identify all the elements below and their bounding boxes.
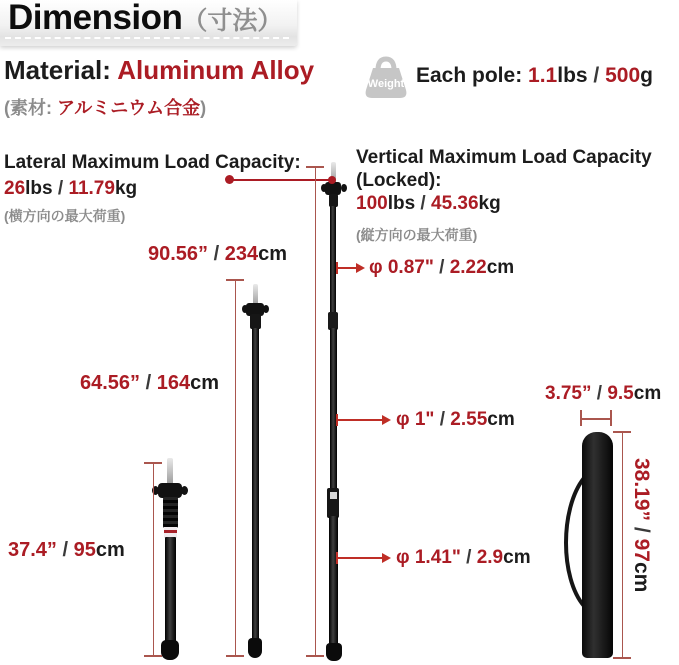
diameter-bottom-arrowhead-icon — [382, 553, 391, 563]
tall-pole-foot — [326, 643, 342, 661]
bag-body — [582, 432, 613, 658]
diameter-middle-arrow-line — [338, 419, 384, 421]
material-line — [4, 55, 314, 86]
weight-lbs-unit: lbs — [557, 64, 588, 87]
vertical-load-block — [356, 146, 652, 247]
material-jp-value: アルミニウム合金 — [57, 98, 201, 118]
value-inches: 38.19” — [630, 458, 653, 522]
lateral-load-title: Lateral Maximum Load Capacity: — [4, 152, 301, 173]
value-inches: 64.56” — [80, 372, 141, 394]
collapsed-pole-dim-cap-bottom — [144, 655, 162, 657]
unit-cm: cm — [486, 257, 515, 278]
bag-height-label — [629, 458, 653, 592]
mid-pole-knob-right — [263, 305, 269, 313]
page-title-jp: （寸法） — [182, 7, 283, 35]
vertical-load-title-line1: Vertical Maximum Load Capacity — [356, 147, 652, 168]
value-inches: φ 1.41" — [396, 547, 461, 568]
mid-pole-dim-cap-top — [226, 279, 244, 281]
diameter-top-label — [369, 257, 514, 279]
material-line-jp — [4, 94, 206, 120]
collapsed-pole-shaft — [165, 537, 176, 643]
material-jp-close: ) — [200, 98, 207, 118]
value-inches: φ 0.87" — [369, 257, 434, 278]
value-inches: 90.56” — [148, 243, 209, 265]
tall-pole-bottom-section — [329, 516, 338, 646]
separator: / — [140, 372, 157, 394]
separator: / — [208, 243, 225, 265]
bag-width-label — [545, 383, 661, 405]
collapsed-pole-dim-line — [153, 463, 154, 656]
vertical-lbs-value: 100 — [356, 193, 388, 214]
value-cm: 234 — [224, 243, 259, 265]
diameter-top-arrowhead-icon — [356, 263, 365, 273]
separator: / — [630, 521, 653, 539]
tall-pole-knob-left — [321, 184, 327, 192]
collapsed-pole-collar — [158, 483, 182, 498]
value-cm: 2.55 — [450, 409, 488, 430]
pole-length-collapsed-label — [8, 539, 125, 562]
material-jp-open: (素材: — [4, 98, 57, 118]
pole-length-mid-label — [80, 372, 219, 395]
lateral-lbs-value: 26 — [4, 178, 26, 199]
diameter-middle-arrowhead-icon — [382, 415, 391, 425]
collapsed-pole-grip — [163, 497, 178, 528]
tall-pole-dim-cap-bottom — [306, 655, 324, 657]
bag-height-dim-line — [622, 432, 623, 658]
separator: / — [591, 383, 608, 404]
unit-cm: cm — [258, 243, 288, 265]
lateral-load-note-jp: (横方向の最大荷重) — [4, 208, 126, 224]
diameter-middle-label — [396, 409, 515, 431]
collapsed-pole-spigot — [167, 458, 173, 485]
tall-pole-dim-line — [315, 167, 316, 656]
value-cm: 164 — [156, 372, 191, 394]
weight-icon — [362, 56, 410, 100]
weight-bag-icon — [362, 56, 410, 100]
tall-pole-top-section — [330, 206, 336, 316]
diameter-top-arrow-line — [338, 267, 358, 269]
material-label: Material: — [4, 55, 111, 85]
weight-g-value: 500 — [605, 64, 641, 87]
collapsed-pole-knob-right — [181, 486, 188, 495]
separator: / — [434, 409, 451, 430]
value-cm: 97 — [630, 538, 653, 562]
value-cm: 95 — [73, 539, 96, 561]
unit-cm: cm — [95, 539, 125, 561]
value-inches: 3.75” — [545, 383, 592, 404]
value-cm: 2.22 — [449, 257, 487, 278]
unit-cm: cm — [633, 383, 662, 404]
material-value: Aluminum Alloy — [117, 55, 315, 85]
lateral-pointer-line — [230, 179, 333, 181]
bag-width-dim-tick-right — [610, 410, 612, 426]
lateral-kg-unit: kg — [114, 178, 138, 199]
mid-pole-shaft — [252, 328, 259, 642]
vertical-load-note-jp: (縦方向の最大荷重) — [356, 227, 478, 243]
value-cm: 2.9 — [476, 547, 504, 568]
unit-cm: cm — [190, 372, 220, 394]
bag-width-dim-tick-left — [580, 410, 582, 426]
collapsed-pole-dim-cap-top — [144, 462, 162, 464]
weight-lbs-value: 1.1 — [528, 64, 558, 87]
diameter-bottom-arrow-line — [338, 557, 384, 559]
separator: / — [52, 178, 69, 199]
value-cm: 9.5 — [607, 383, 634, 404]
page-title — [8, 0, 282, 38]
bag-height-dim-cap-top — [613, 431, 631, 433]
lateral-kg-value: 11.79 — [68, 178, 115, 199]
weight-g-unit: g — [640, 64, 653, 87]
tall-pole-middle-section — [330, 328, 337, 490]
tall-pole-knob-right — [341, 184, 347, 192]
unit-cm: cm — [487, 409, 515, 430]
weight-icon-label: Weight — [367, 78, 405, 90]
tall-pole-dim-cap-top — [306, 166, 324, 168]
separator: / — [415, 193, 431, 214]
collapsed-pole-foot — [161, 640, 179, 660]
value-inches: φ 1" — [396, 409, 435, 430]
vertical-load-values — [356, 192, 652, 215]
unit-cm: cm — [503, 547, 531, 568]
mid-pole-foot — [248, 638, 262, 658]
unit-cm: cm — [630, 561, 653, 593]
separator: / — [56, 539, 74, 561]
vertical-kg-value: 45.36 — [431, 193, 479, 214]
bag-width-dim-line — [580, 418, 611, 420]
bag-height-dim-cap-bottom — [613, 657, 631, 659]
tall-pole-joint-label — [330, 492, 337, 499]
value-inches: 37.4” — [8, 539, 57, 561]
mid-pole-taper — [250, 314, 261, 329]
lateral-load-block — [4, 150, 301, 226]
separator: / — [587, 64, 606, 87]
each-pole-weight — [416, 64, 653, 88]
mid-pole-knob-left — [242, 305, 248, 313]
pole-length-full-label — [148, 243, 287, 266]
separator: / — [460, 547, 477, 568]
diameter-bottom-label — [396, 547, 531, 569]
lateral-pointer-tip-dot — [328, 176, 336, 184]
lateral-lbs-unit: lbs — [25, 178, 53, 199]
mid-pole-dim-cap-bottom — [226, 655, 244, 657]
vertical-kg-unit: kg — [478, 193, 501, 214]
each-pole-label: Each pole: — [416, 64, 529, 87]
vertical-lbs-unit: lbs — [387, 193, 416, 214]
page-title-en: Dimension — [8, 0, 183, 37]
mid-pole-dim-line — [235, 280, 236, 656]
separator: / — [433, 257, 450, 278]
vertical-load-title-line2: (Locked): — [356, 170, 442, 191]
